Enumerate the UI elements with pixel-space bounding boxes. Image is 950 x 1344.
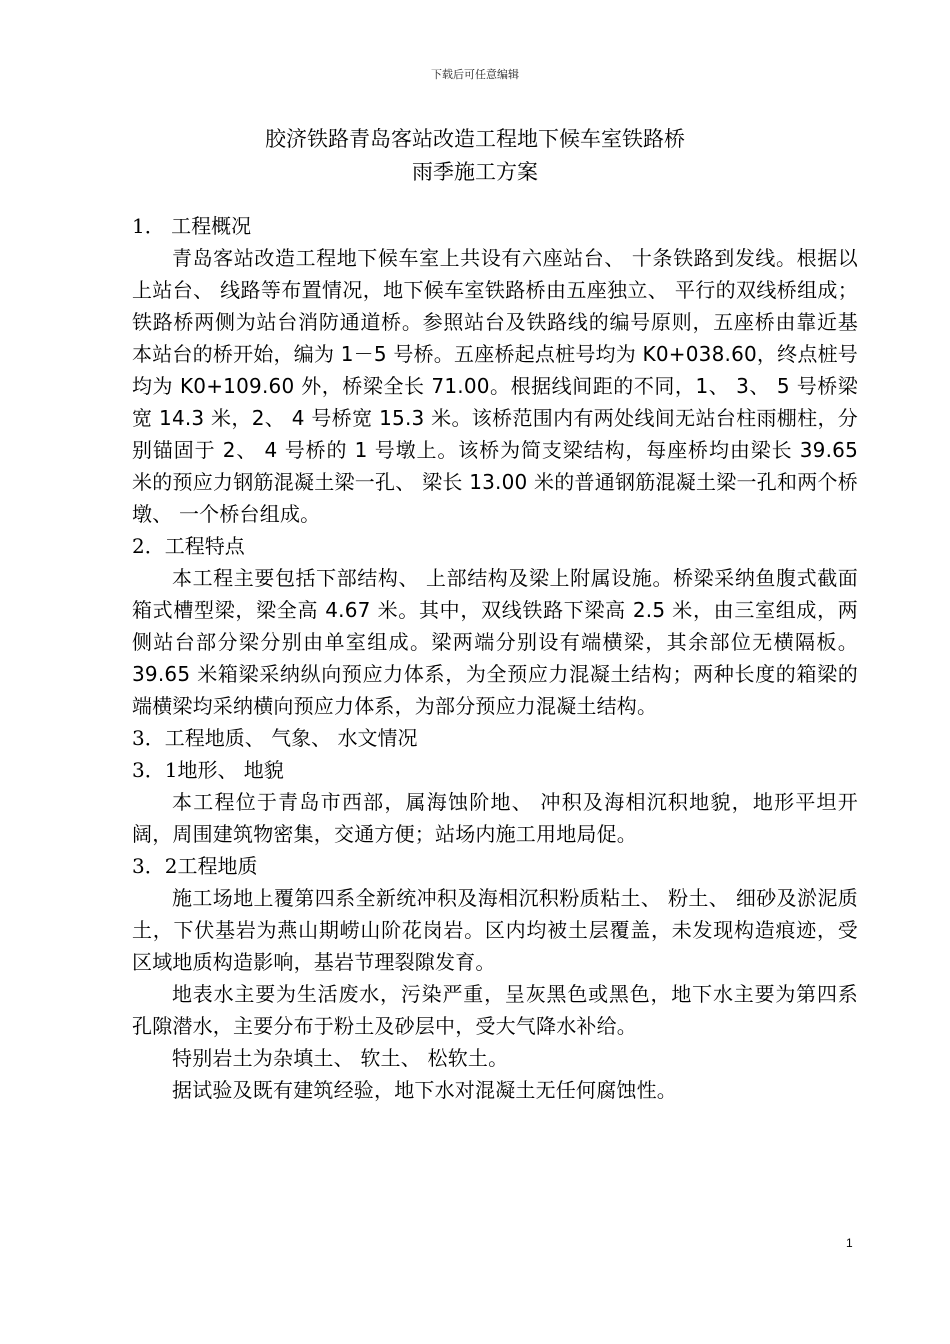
document-title: 胶济铁路青岛客站改造工程地下候车室铁路桥 <box>265 127 685 151</box>
page-number: 1 <box>846 1236 853 1250</box>
section-number: 2． <box>132 534 165 558</box>
section-number: 3．2 <box>132 854 178 878</box>
section-title: 工程地质、 气象、 水文情况 <box>164 726 418 750</box>
section-heading <box>132 722 858 754</box>
section-title: 工程概况 <box>171 214 252 238</box>
section-number: 1． <box>132 214 172 238</box>
subsection-heading <box>132 850 858 882</box>
document-body <box>132 210 858 1106</box>
page-header: 下载后可任意编辑 <box>431 68 519 81</box>
paragraph: 本工程位于青岛市西部，属海蚀阶地、 冲积及海相沉积地貌，地形平坦开阔，周围建筑物密集，交通方便；站场内施工用地局促。 <box>132 790 858 846</box>
section-heading <box>132 530 858 562</box>
document-subtitle: 雨季施工方案 <box>412 160 538 184</box>
subsection-heading <box>132 754 858 786</box>
section-number: 3． <box>132 726 165 750</box>
section-heading <box>132 210 858 242</box>
paragraph: 施工场地上覆第四系全新统冲积及海相沉积粉质粘土、 粉土、 细砂及淤泥质土，下伏基岩为燕山期崂山阶花岗岩。区内均被土层覆盖，未发现构造痕迹，受区域地质构造影响，基岩节理裂隙发育。 <box>132 886 858 974</box>
paragraph: 青岛客站改造工程地下候车室上共设有六座站台、 十条铁路到发线。根据以上站台、 线路等布置情况，地下候车室铁路桥由五座独立、 平行的双线桥组成；铁路桥两侧为站台消防通道桥。参照站台及铁路线的编号原则，五座桥由靠近基本站台的桥开始，编为 1－5 号桥。五座桥起点桩号均为 K0+038.60，终点桩号均为 K0+109.60 外，桥梁全长 71.00。根据线间距的不同，1、 3、 5 号桥梁宽 14.3 米，2、 4 号桥宽 15.3 米。该桥范围内有两处线间无站台柱雨棚柱，分别锚固于 2、 4 号桥的 1 号墩上。该桥为简支梁结构，每座桥均由梁长 39.65 米的预应力钢筋混凝土梁一孔、 梁长 13.00 米的普通钢筋混凝土梁一孔和两个桥墩、 一个桥台组成。 <box>132 246 858 526</box>
paragraph: 据试验及既有建筑经验，地下水对混凝土无任何腐蚀性。 <box>172 1078 677 1102</box>
paragraph: 特别岩土为杂填土、 软土、 松软土。 <box>172 1046 509 1070</box>
section-title: 工程特点 <box>164 534 245 558</box>
section-title: 地形、 地貌 <box>177 758 284 782</box>
section-title: 工程地质 <box>177 854 258 878</box>
section-number: 3．1 <box>132 758 178 782</box>
paragraph: 本工程主要包括下部结构、 上部结构及梁上附属设施。桥梁采纳鱼腹式截面箱式槽型梁，梁全高 4.67 米。其中，双线铁路下梁高 2.5 米，由三室组成，两侧站台部分梁分别由单室组成。梁两端分别设有端横梁，其余部位无横隔板。39.65 米箱梁采纳纵向预应力体系，为全预应力混凝土结构；两种长度的箱梁的端横梁均采纳横向预应力体系，为部分预应力混凝土结构。 <box>132 566 858 718</box>
paragraph: 地表水主要为生活废水，污染严重，呈灰黑色或黑色，地下水主要为第四系孔隙潜水，主要分布于粉土及砂层中，受大气降水补给。 <box>132 982 858 1038</box>
